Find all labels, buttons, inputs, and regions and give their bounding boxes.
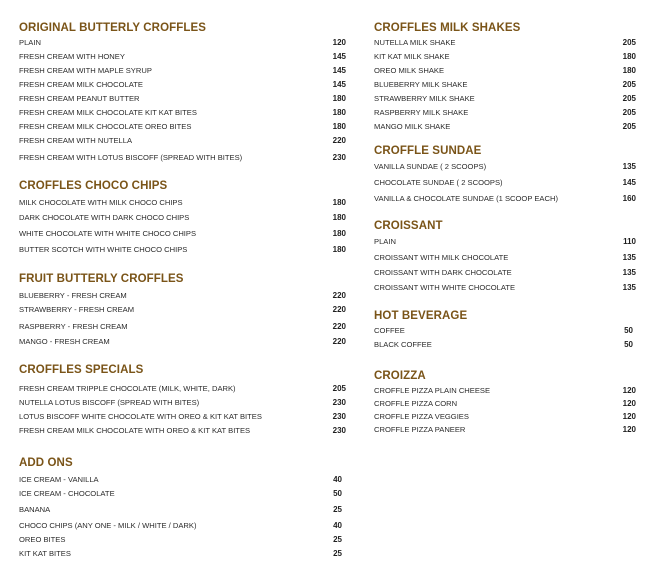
item-name: STRAWBERRY MILK SHAKE	[374, 94, 475, 103]
menu-item	[19, 396, 346, 410]
menu-item	[19, 92, 346, 106]
item-name: FRESH CREAM TRIPPLE CHOCOLATE (MILK, WHITE, DARK)	[19, 384, 236, 393]
menu-item	[19, 503, 346, 517]
section-heading: CROISSANT	[374, 220, 443, 232]
item-price: 230	[332, 398, 346, 407]
item-name: RASPBERRY MILK SHAKE	[374, 108, 469, 117]
menu-item	[374, 120, 636, 134]
menu-item	[19, 134, 346, 148]
menu-item	[374, 92, 636, 106]
item-price: 230	[332, 426, 346, 435]
item-price: 145	[622, 178, 636, 187]
item-name: VANILLA & CHOCOLATE SUNDAE (1 SCOOP EACH)	[374, 194, 558, 203]
item-price: 205	[622, 94, 636, 103]
item-price: 25	[333, 505, 342, 514]
item-price: 220	[332, 291, 346, 300]
item-price: 110	[623, 237, 636, 246]
menu-item	[19, 78, 346, 92]
menu-item	[374, 338, 636, 352]
item-name: CROFFLE PIZZA PLAIN CHEESE	[374, 386, 491, 395]
item-name: ICE CREAM - VANILLA	[19, 475, 99, 484]
item-name: OREO BITES	[19, 535, 66, 544]
item-price: 180	[622, 66, 636, 75]
menu-item	[19, 410, 346, 424]
section-heading: CROFFLES MILK SHAKES	[374, 22, 521, 34]
menu-section-original-butterly-croffles	[19, 0, 346, 165]
item-price: 120	[622, 412, 636, 421]
section-heading: ADD ONS	[19, 457, 73, 469]
menu-item	[374, 78, 636, 92]
item-name: CROISSANT WITH MILK CHOCOLATE	[374, 253, 509, 262]
menu-item	[19, 473, 346, 487]
item-name: CHOCOLATE SUNDAE ( 2 SCOOPS)	[374, 178, 503, 187]
menu-item	[19, 64, 346, 78]
item-name: MANGO MILK SHAKE	[374, 122, 451, 131]
item-name: KIT KAT MILK SHAKE	[374, 52, 450, 61]
menu-section-fruit-butterly-croffles	[19, 258, 346, 349]
item-name: NUTELLA LOTUS BISCOFF (SPREAD WITH BITES)	[19, 398, 200, 407]
item-price: 145	[332, 80, 346, 89]
item-price: 120	[332, 38, 346, 47]
item-name: STRAWBERRY - FRESH CREAM	[19, 305, 135, 314]
item-name: NUTELLA MILK SHAKE	[374, 38, 456, 47]
menu-item	[19, 424, 346, 438]
item-price: 205	[622, 122, 636, 131]
menu-item	[374, 106, 636, 120]
menu-item	[374, 234, 636, 250]
item-price: 180	[332, 213, 346, 222]
item-price: 180	[332, 108, 346, 117]
item-name: BLACK COFFEE	[374, 340, 432, 349]
item-name: RASPBERRY - FRESH CREAM	[19, 322, 128, 331]
item-name: CROFFLE PIZZA PANEER	[374, 425, 466, 434]
menu-item	[374, 50, 636, 64]
item-name: CROISSANT WITH DARK CHOCOLATE	[374, 268, 512, 277]
menu-section-croissant	[374, 207, 636, 295]
menu-item	[19, 519, 346, 533]
menu-item	[19, 210, 346, 226]
menu-item	[19, 120, 346, 134]
item-name: VANILLA SUNDAE ( 2 SCOOPS)	[374, 162, 487, 171]
item-price: 205	[622, 108, 636, 117]
menu-item	[374, 397, 636, 410]
menu-section-add-ons	[19, 438, 346, 561]
item-name: CHOCO CHIPS (ANY ONE - MILK / WHITE / DARK)	[19, 521, 197, 530]
item-name: PLAIN	[374, 237, 396, 246]
item-price: 205	[622, 38, 636, 47]
item-price: 25	[333, 535, 342, 544]
item-name: CROFFLE PIZZA CORN	[374, 399, 458, 408]
item-price: 145	[332, 66, 346, 75]
menu-item	[19, 36, 346, 50]
item-name: KIT KAT BITES	[19, 549, 71, 558]
item-name: FRESH CREAM MILK CHOCOLATE WITH OREO & KIT KAT BITES	[19, 426, 251, 435]
item-name: FRESH CREAM MILK CHOCOLATE OREO BITES	[19, 122, 192, 131]
menu-item	[374, 250, 636, 265]
item-price: 220	[332, 337, 346, 346]
item-price: 25	[333, 549, 342, 558]
item-price: 120	[622, 399, 636, 408]
item-name: DARK CHOCOLATE WITH DARK CHOCO CHIPS	[19, 213, 190, 222]
item-price: 50	[624, 340, 633, 349]
item-price: 220	[332, 305, 346, 314]
section-heading: FRUIT BUTTERLY CROFFLES	[19, 273, 184, 285]
menu-item	[374, 36, 636, 50]
item-name: CROISSANT WITH WHITE CHOCOLATE	[374, 283, 516, 292]
item-name: FRESH CREAM MILK CHOCOLATE KIT KAT BITES	[19, 108, 197, 117]
item-price: 220	[332, 136, 346, 145]
item-price: 145	[332, 52, 346, 61]
menu-item	[374, 410, 636, 423]
section-heading: CROFFLES CHOCO CHIPS	[19, 180, 168, 192]
menu-item	[374, 159, 636, 175]
item-name: LOTUS BISCOFF WHITE CHOCOLATE WITH OREO & KIT KAT BITES	[19, 412, 262, 421]
menu-item	[19, 335, 346, 349]
menu-item	[374, 384, 636, 397]
menu-item	[374, 423, 636, 436]
menu-item	[374, 265, 636, 280]
item-price: 50	[624, 326, 633, 335]
item-price: 180	[332, 94, 346, 103]
item-name: BLUEBERRY - FRESH CREAM	[19, 291, 127, 300]
item-price: 230	[332, 153, 346, 162]
item-price: 220	[332, 322, 346, 331]
menu-section-croffle-sundae	[374, 134, 636, 207]
item-name: FRESH CREAM WITH NUTELLA	[19, 136, 133, 145]
menu-item	[374, 324, 636, 338]
item-price: 40	[333, 475, 342, 484]
item-name: OREO MILK SHAKE	[374, 66, 445, 75]
item-price: 135	[622, 162, 636, 171]
item-price: 180	[332, 245, 346, 254]
item-name: FRESH CREAM MILK CHOCOLATE	[19, 80, 143, 89]
menu-item	[19, 533, 346, 547]
menu-item	[19, 487, 346, 501]
item-price: 160	[622, 194, 636, 203]
menu-item	[19, 226, 346, 242]
menu-item	[19, 242, 346, 258]
item-name: BANANA	[19, 505, 51, 514]
menu-section-croffles-milk-shakes	[374, 0, 636, 134]
section-heading: CROFFLE SUNDAE	[374, 145, 482, 157]
menu-item	[19, 151, 346, 165]
item-name: PLAIN	[19, 38, 41, 47]
item-name: MANGO - FRESH CREAM	[19, 337, 110, 346]
menu-item	[19, 320, 346, 334]
menu-item	[19, 547, 346, 561]
item-name: BLUEBERRY MILK SHAKE	[374, 80, 468, 89]
menu-item	[19, 196, 346, 210]
section-heading: CROIZZA	[374, 370, 426, 382]
item-name: FRESH CREAM WITH LOTUS BISCOFF (SPREAD WITH BITES)	[19, 153, 243, 162]
item-price: 50	[333, 489, 342, 498]
item-name: CROFFLE PIZZA VEGGIES	[374, 412, 469, 421]
menu-item	[19, 289, 346, 303]
right-menu-column	[374, 0, 636, 436]
item-price: 205	[622, 80, 636, 89]
menu-section-croffles-choco-chips	[19, 165, 346, 258]
menu-item	[374, 191, 636, 207]
item-price: 120	[622, 386, 636, 395]
item-price: 135	[622, 268, 636, 277]
menu-item	[19, 106, 346, 120]
item-price: 180	[332, 122, 346, 131]
item-price: 180	[332, 198, 346, 207]
item-price: 205	[332, 384, 346, 393]
item-name: FRESH CREAM WITH HONEY	[19, 52, 125, 61]
section-heading: ORIGINAL BUTTERLY CROFFLES	[19, 22, 207, 34]
menu-section-croffles-specials	[19, 349, 346, 438]
item-price: 120	[622, 425, 636, 434]
menu-section-hot-beverage	[374, 295, 636, 352]
item-name: WHITE CHOCOLATE WITH WHITE CHOCO CHIPS	[19, 229, 197, 238]
left-menu-column	[19, 0, 346, 561]
item-name: ICE CREAM - CHOCOLATE	[19, 489, 115, 498]
item-price: 180	[622, 52, 636, 61]
item-price: 40	[333, 521, 342, 530]
menu-item	[19, 303, 346, 317]
menu-section-croizza	[374, 352, 636, 436]
section-heading: CROFFLES SPECIALS	[19, 364, 144, 376]
menu-item	[374, 280, 636, 295]
menu-item	[374, 175, 636, 191]
item-name: FRESH CREAM WITH MAPLE SYRUP	[19, 66, 152, 75]
menu-item	[374, 64, 636, 78]
menu-item	[19, 382, 346, 396]
item-price: 180	[332, 229, 346, 238]
item-price: 230	[332, 412, 346, 421]
item-price: 135	[622, 253, 636, 262]
item-price: 135	[622, 283, 636, 292]
item-name: FRESH CREAM PEANUT BUTTER	[19, 94, 140, 103]
item-name: MILK CHOCOLATE WITH MILK CHOCO CHIPS	[19, 198, 183, 207]
section-heading: HOT BEVERAGE	[374, 310, 468, 322]
menu-item	[19, 50, 346, 64]
item-name: COFFEE	[374, 326, 405, 335]
item-name: BUTTER SCOTCH WITH WHITE CHOCO CHIPS	[19, 245, 188, 254]
